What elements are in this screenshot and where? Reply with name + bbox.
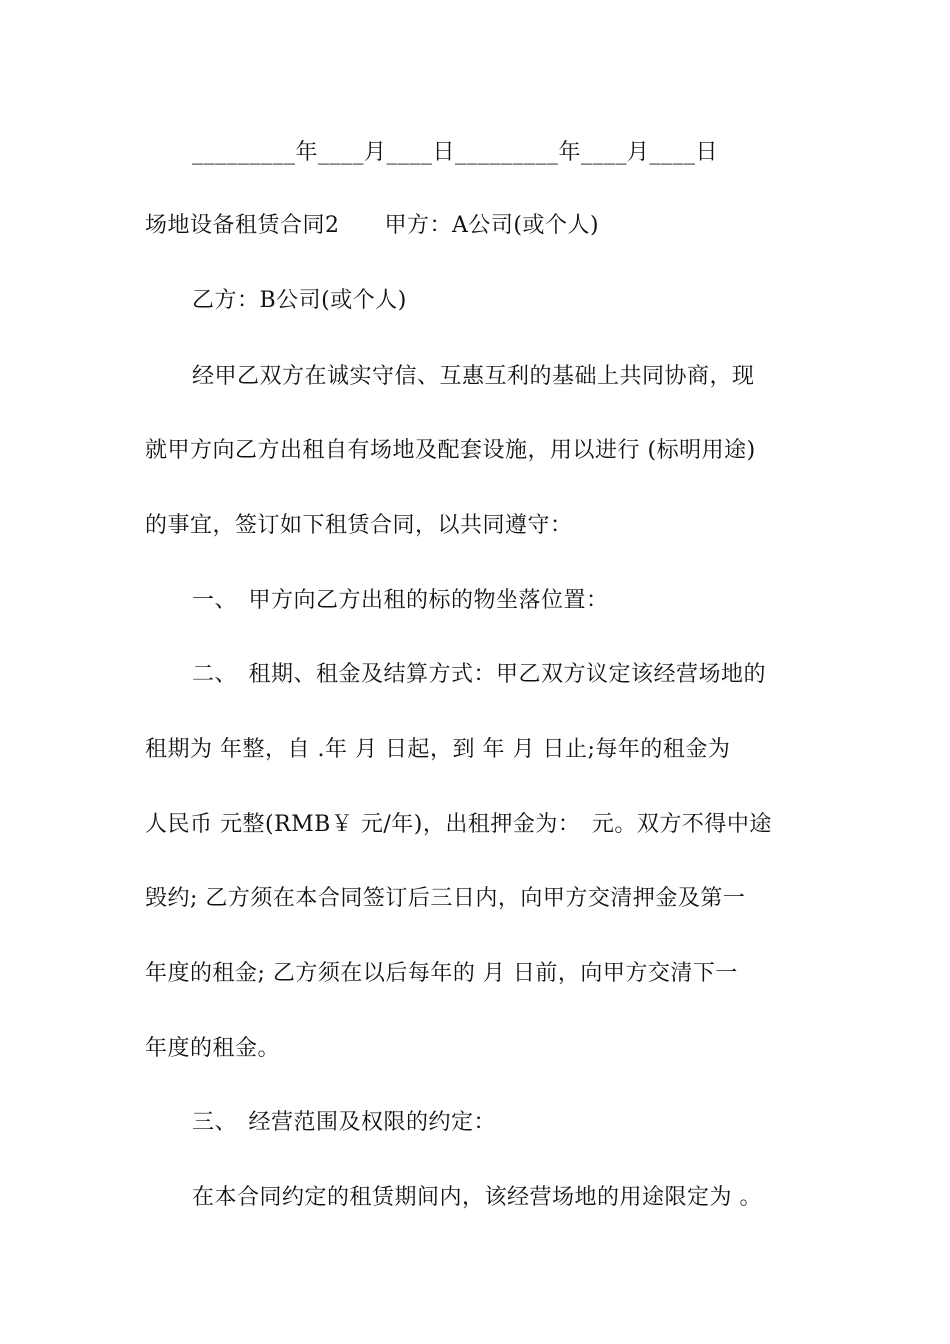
section-2-line-4: 毁约; 乙方须在本合同签订后三日内，向甲方交清押金及第一: [145, 886, 746, 911]
preamble-line-1: 经甲乙双方在诚实守信、互惠互利的基础上共同协商，现: [192, 364, 755, 389]
preamble-line-3: 的事宜，签订如下租赁合同，以共同遵守：: [145, 513, 573, 538]
section-2-line-1: 二、 租期、租金及结算方式：甲乙双方议定该经营场地的: [192, 662, 767, 687]
section-2-line-6: 年度的租金。: [145, 1036, 281, 1061]
section-2-line-2: 租期为 年整，自 .年 月 日起，到 年 月 日止;每年的租金为: [145, 737, 731, 762]
contract-title-line: 场地设备租赁合同2 甲方：A公司(或个人): [145, 213, 600, 238]
section-3-line-1: 在本合同约定的租赁期间内，该经营场地的用途限定为 。: [192, 1185, 762, 1210]
date-line: _________年____月____日_________年____月____日: [192, 140, 719, 165]
section-1-heading: 一、 甲方向乙方出租的标的物坐落位置：: [192, 588, 609, 613]
section-2-line-5: 年度的租金; 乙方须在以后每年的 月 日前，向甲方交清下一: [145, 961, 738, 986]
preamble-line-2: 就甲方向乙方出租自有场地及配套设施，用以进行 (标明用途): [145, 438, 756, 463]
section-3-heading: 三、 经营范围及权限的约定：: [192, 1110, 497, 1135]
section-2-line-3: 人民币 元整(RMB￥ 元/年)，出租押金为： 元。双方不得中途: [145, 812, 772, 837]
party-b-line: 乙方：B公司(或个人): [192, 288, 407, 313]
